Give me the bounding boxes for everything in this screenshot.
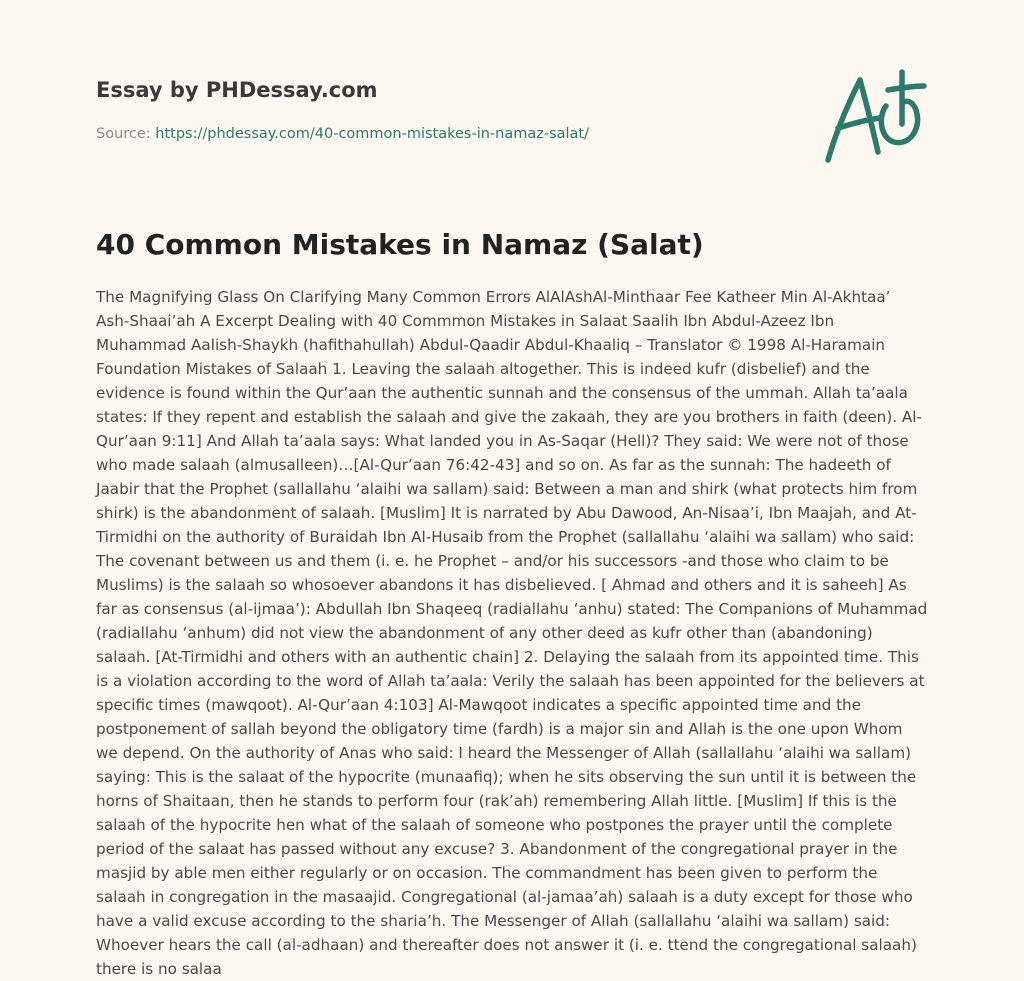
source-line (96, 124, 589, 144)
a-plus-logo-icon (818, 66, 930, 166)
article-body: The Magnifying Glass On Clarifying Many Common Errors AlAlAshAl-Minthaar Fee Katheer Min Al-Akhtaa’ Ash-Shaai’ah A Excerpt Dealing with 40 Commmon Mistakes in Salaat Saalih Ibn Abdul-Azeez Ibn Muhammad Aalish-Shaykh (hafithahullah) Abdul-Qaadir Abdul-Khaaliq – Translator © 1998 Al-Haramain Foundation Mistakes of Salaah 1. Leaving the salaah altogether. This is indeed kufr (disbelief) and the evidence is found within the Qur’aan the authentic sunnah and the consensus of the ummah. Allah ta’aala states: If they repent and establish the salaah and give the zakaah, they are you brothers in faith (deen). Al-Qur’aan 9:11] And Allah ta’aala says: What landed you in As-Saqar (Hell)? They said: We were not of those who made salaah (almusalleen)…[Al-Qur’aan 76:42-43] and so on. As far as the sunnah: The hadeeth of Jaabir that the Prophet (sallallahu ‘alaihi wa sallam) said: Between a man and shirk (what protects him from shirk) is the abandonment of salaah. [Muslim] It is narrated by Abu Dawood, An-Nisaa’i, Ibn Maajah, and At-Tirmidhi on the authority of Buraidah Ibn Al-Husaib from the Prophet (sallallahu ‘alaihi wa sallam) who said: The covenant between us and them (i. e. he Prophet – and/or his successors -and those who claim to be Muslims) is the salaah so whosoever abandons it has disbelieved. [ Ahmad and others and it is saheeh] As far as consensus (al-ijmaa’): Abdullah Ibn Shaqeeq (radiallahu ‘anhu) stated: The Companions of Muhammad (radiallahu ‘anhum) did not view the abandonment of any other deed as kufr other than (abandoning) salaah. [At-Tirmidhi and others with an authentic chain] 2. Delaying the salaah from its appointed time. This is a violation according to the word of Allah ta’aala: Verily the salaah has been appointed for the believers at specific times (mawqoot). Al-Qur’aan 4:103] Al-Mawqoot indicates a specific appointed time and the postponement of sallah beyond the obligatory time (fardh) is a major sin and Allah is the one upon Whom we depend. On the authority of Anas who said: I heard the Messenger of Allah (sallallahu ‘alaihi wa sallam) saying: This is the salaat of the hypocrite (munaafiq); when he sits observing the sun until it is between the horns of Shaitaan, then he stands to perform four (rak’ah) remembering Allah little. [Muslim] If this is the salaah of the hypocrite hen what of the salaah of someone who postpones the prayer until the complete period of the salaat has passed without any excuse? 3. Abandonment of the congregational prayer in the masjid by able men either regularly or on occasion. The commandment has been given to perform the salaah in congregation in the masaajid. Congregational (al-jamaa’ah) salaah is a duty except for those who have a valid excuse according to the sharia’h. The Messenger of Allah (sallallahu ‘alaihi wa sallam) said: Whoever hears the call (al-adhaan) and thereafter does not answer it (i. e. ttend the congregational salaah) there is no salaa (96, 288, 928, 978)
brand-title: Essay by PHDessay.com (96, 78, 378, 102)
source-label: Source: (96, 126, 156, 142)
source-link[interactable]: https://phdessay.com/40-common-mistakes-in-namaz-salat/ (155, 126, 590, 142)
article-title: 40 Common Mistakes in Namaz (Salat) (96, 228, 704, 261)
site-header (96, 76, 696, 104)
